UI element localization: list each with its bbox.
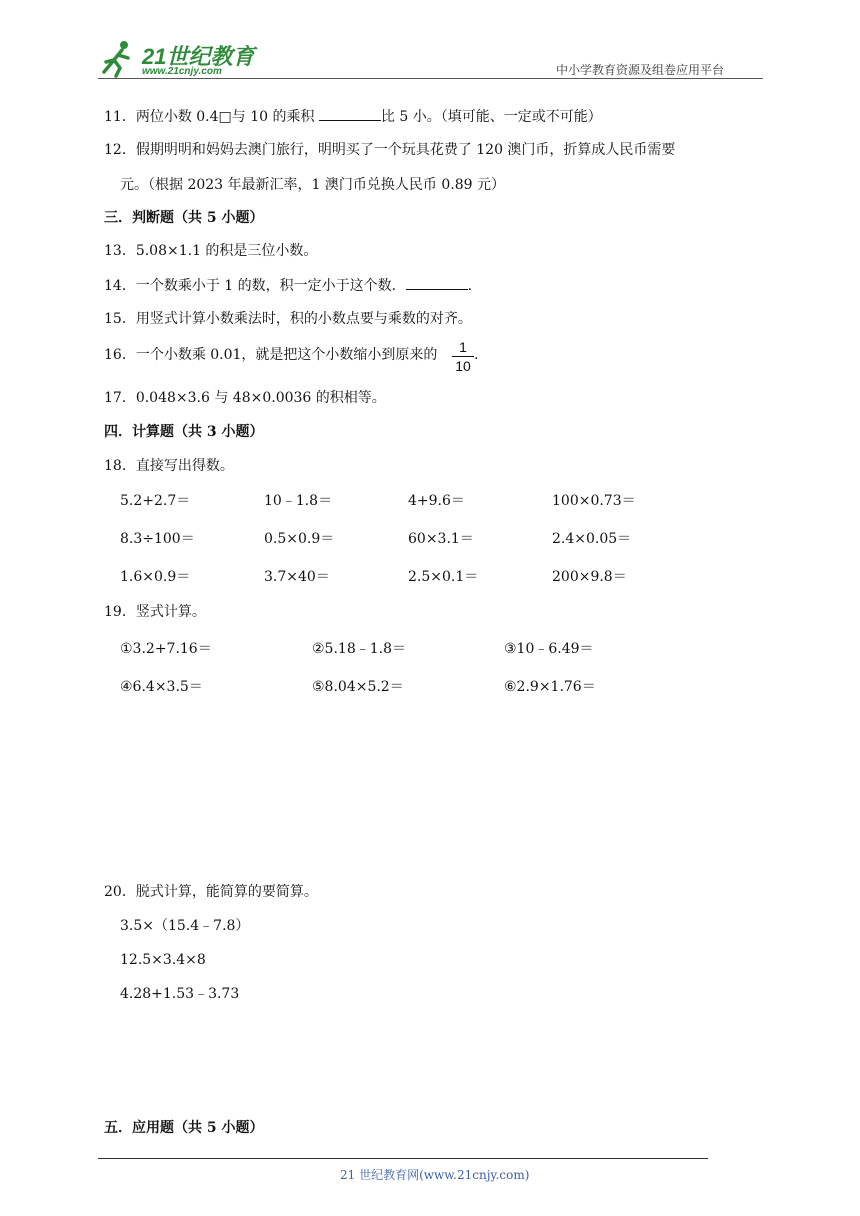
footer-divider (98, 1158, 708, 1159)
step-calc-item: 4.28+1.53﹣3.73 (120, 986, 240, 1002)
calc-item: 8.3÷100＝ (120, 531, 195, 547)
question-16: 16．一个小数乘 0.01，就是把这个小数缩小到原来的 (104, 347, 438, 363)
calc-item: 2.5×0.1＝ (408, 569, 479, 585)
vertical-calc-item: ⑥2.9×1.76＝ (504, 679, 596, 695)
question-12-line1: 12．假期明明和妈妈去澳门旅行，明明买了一个玩具花费了 120 澳门币，折算成人民币需要 (104, 142, 676, 158)
calc-item: 10﹣1.8＝ (264, 493, 333, 509)
vertical-calc-item: ③10﹣6.49＝ (504, 641, 594, 657)
vertical-calc-item: ②5.18﹣1.8＝ (312, 641, 406, 657)
section-3-title: 三．判断题（共 5 小题） (104, 210, 264, 226)
answer-blank (319, 106, 381, 121)
question-12-line2: 元。（根据 2023 年最新汇率，1 澳门币兑换人民币 0.89 元） (120, 177, 505, 193)
calc-item: 1.6×0.9＝ (120, 569, 191, 585)
question-11: 11．两位小数 0.4□与 10 的乘积 比 5 小。（填可能、一定或不可能） (104, 106, 602, 127)
section-4-title: 四．计算题（共 3 小题） (104, 424, 264, 440)
step-calc-item: 3.5×（15.4﹣7.8） (120, 918, 250, 934)
question-14: 14．一个数乘小于 1 的数，积一定小于这个数． . (104, 275, 472, 296)
question-18-title: 18．直接写出得数。 (104, 458, 234, 474)
header-platform-text: 中小学教育资源及组卷应用平台 (556, 63, 725, 77)
question-15: 15．用竖式计算小数乘法时，积的小数点要与乘数的对齐。 (104, 311, 472, 327)
footer-text: 21 世纪教育网(www.21cnjy.com) (340, 1168, 530, 1182)
section-5-title: 五．应用题（共 5 小题） (104, 1120, 264, 1136)
runner-logo-icon (98, 38, 138, 78)
question-19-title: 19．竖式计算。 (104, 604, 206, 620)
calc-item: 4+9.6＝ (408, 493, 465, 509)
calc-item: 3.7×40＝ (264, 569, 330, 585)
step-calc-item: 12.5×3.4×8 (120, 952, 206, 968)
calc-item: 0.5×0.9＝ (264, 531, 335, 547)
fraction-one-tenth: 1 10 (452, 339, 474, 374)
brand-logo-url: www.21cnjy.com (142, 66, 222, 77)
question-17: 17．0.048×3.6 与 48×0.0036 的积相等。 (104, 390, 386, 406)
calc-item: 200×9.8＝ (552, 569, 627, 585)
calc-item: 2.4×0.05＝ (552, 531, 632, 547)
question-20-title: 20．脱式计算，能简算的要简算。 (104, 884, 318, 900)
vertical-calc-item: ⑤8.04×5.2＝ (312, 679, 404, 695)
answer-blank (406, 275, 468, 290)
calc-item: 100×0.73＝ (552, 493, 636, 509)
calc-item: 5.2+2.7＝ (120, 493, 191, 509)
question-13: 13．5.08×1.1 的积是三位小数。 (104, 243, 318, 259)
vertical-calc-item: ④6.4×3.5＝ (120, 679, 203, 695)
calc-item: 60×3.1＝ (408, 531, 474, 547)
header-divider (98, 78, 763, 79)
vertical-calc-item: ①3.2+7.16＝ (120, 641, 212, 657)
question-16-end: . (474, 347, 479, 363)
brand-logo-text: 21世纪教育 (142, 44, 255, 69)
